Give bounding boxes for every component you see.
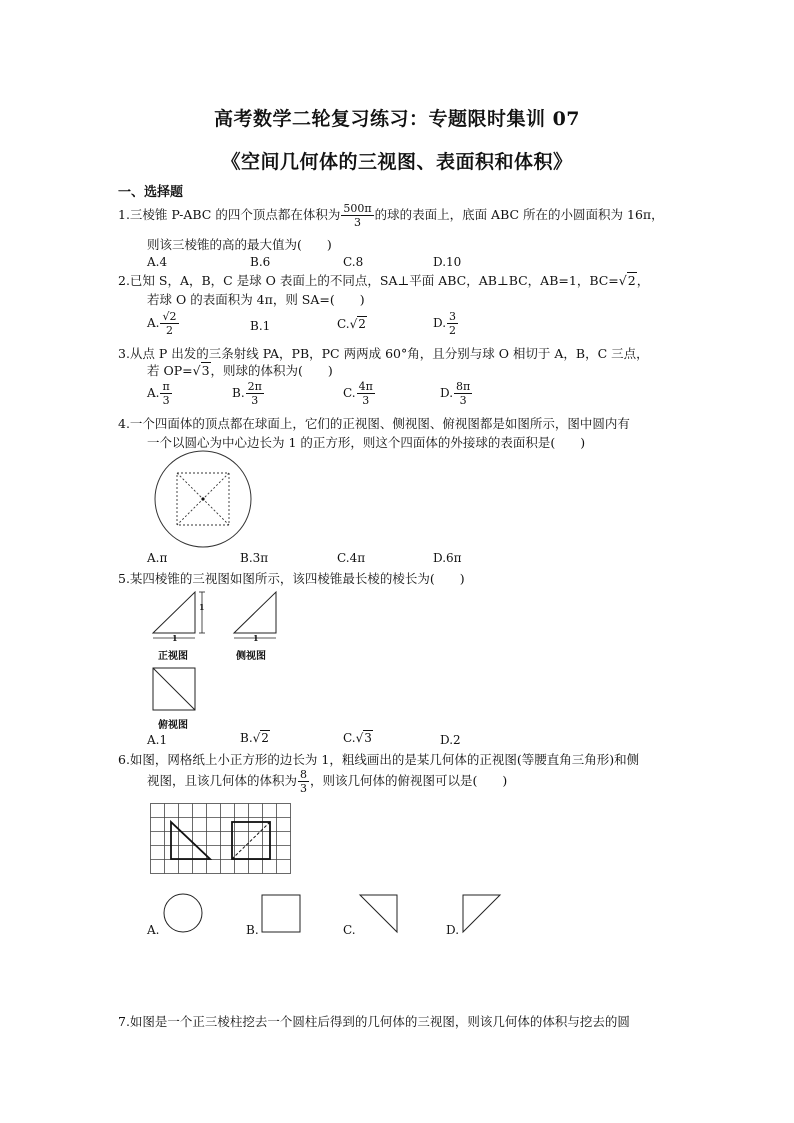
- page-title: 高考数学二轮复习练习：专题限时集训 07: [213, 108, 581, 130]
- q1-option-d: D.10: [433, 255, 462, 269]
- question-7-line-1: 7.如图是一个正三棱柱挖去一个圆柱后得到的几何体的三视图，则该几何体的体积与挖去的圆: [118, 1014, 630, 1029]
- question-6-line-2: 视图，且该几何体的体积为 $\frac{8}{3}$ ，则该几何体的俯视图可以是( ): [147, 768, 508, 795]
- q5-option-c: C.√3: [343, 731, 372, 745]
- q4-option-d: D.6π: [433, 551, 462, 565]
- q1-fraction: $\frac{500\pi}{3}$: [343, 202, 372, 229]
- q2-option-c: C.√2: [337, 317, 366, 331]
- q4-option-a: A.π: [147, 551, 168, 565]
- q5-top-view-label: 俯视图: [158, 720, 188, 731]
- question-2-line-2: 若球 O 的表面积为 4π，则 SA=( ): [147, 292, 365, 307]
- q6-option-c: C.: [343, 923, 356, 937]
- q3-option-b: B. $\frac{2\pi}{3}$: [232, 380, 262, 407]
- question-1-line-2: 则该三棱锥的高的最大值为( ): [147, 237, 332, 252]
- q2-option-d: D. $\frac{3}{2}$: [433, 310, 457, 337]
- q6-option-d: D.: [446, 923, 460, 937]
- q3-option-a: A. $\frac{\pi}{3}$: [147, 380, 170, 407]
- q5-front-width-label: 1: [172, 633, 178, 643]
- q6-option-a: A.: [147, 923, 160, 937]
- question-6-line-1: 6.如图，网格纸上小正方形的边长为 1，粗线画出的是某几何体的正视图(等腰直角三角形)和侧: [118, 752, 640, 767]
- q5-option-d: D.2: [440, 733, 461, 747]
- q4-option-c: C.4π: [337, 551, 366, 565]
- page-subtitle: 《空间几何体的三视图、表面积和体积》: [221, 151, 573, 173]
- q4-option-b: B.3π: [240, 551, 269, 565]
- q5-option-b: B.√2: [240, 731, 269, 745]
- q1-option-a: A.4: [147, 255, 168, 269]
- q5-option-a: A.1: [147, 733, 168, 747]
- section-heading: 一、选择题: [118, 185, 184, 200]
- q5-side-view-label: 侧视图: [236, 651, 266, 662]
- question-3-line-1: 3.从点 P 出发的三条射线 PA，PB，PC 两两成 60°角，且分别与球 O 相切于 A，B，C 三点，: [118, 346, 649, 361]
- question-1-line-1: 1.三棱锥 P-ABC 的四个顶点都在体积为 $\frac{500\pi}{3}$ 的球的表面上，底面 ABC 所在的小圆面积为 16π，: [118, 202, 664, 229]
- q2-option-a: A. $\frac{√2}{2}$: [147, 310, 177, 337]
- q5-front-side-views: [150, 588, 290, 650]
- q5-side-width-label: 1: [253, 633, 259, 643]
- q5-front-view-label: 正视图: [158, 651, 188, 662]
- q2-option-b: B.1: [250, 319, 271, 333]
- q6-option-b: B.: [246, 923, 259, 937]
- q3-option-d: D. $\frac{8\pi}{3}$: [440, 380, 471, 407]
- q1-option-c: C.8: [343, 255, 364, 269]
- question-4-line-1: 4.一个四面体的顶点都在球面上，它们的正视图、侧视图、俯视图都是如图所示，图中圆内有: [118, 416, 630, 431]
- q4-circle-figure: [150, 450, 260, 550]
- question-5-line-1: 5.某四棱锥的三视图如图所示，该四棱锥最长棱的棱长为( ): [118, 571, 465, 586]
- q6-grid-figure: [150, 803, 295, 878]
- q1-option-b: B.6: [250, 255, 271, 269]
- q5-top-view: [152, 667, 198, 713]
- question-3-line-2: 若 OP=√3，则球的体积为( ): [147, 363, 333, 378]
- q5-height-label: 1: [199, 602, 205, 612]
- question-2-line-1: 2.已知 S，A，B，C 是球 O 表面上的不同点，SA⊥平面 ABC，AB⊥BC，AB=1，BC=√2，: [118, 273, 650, 288]
- question-4-line-2: 一个以圆心为中心边长为 1 的正方形，则这个四面体的外接球的表面积是( ): [147, 435, 586, 450]
- q3-option-c: C. $\frac{4\pi}{3}$: [343, 380, 373, 407]
